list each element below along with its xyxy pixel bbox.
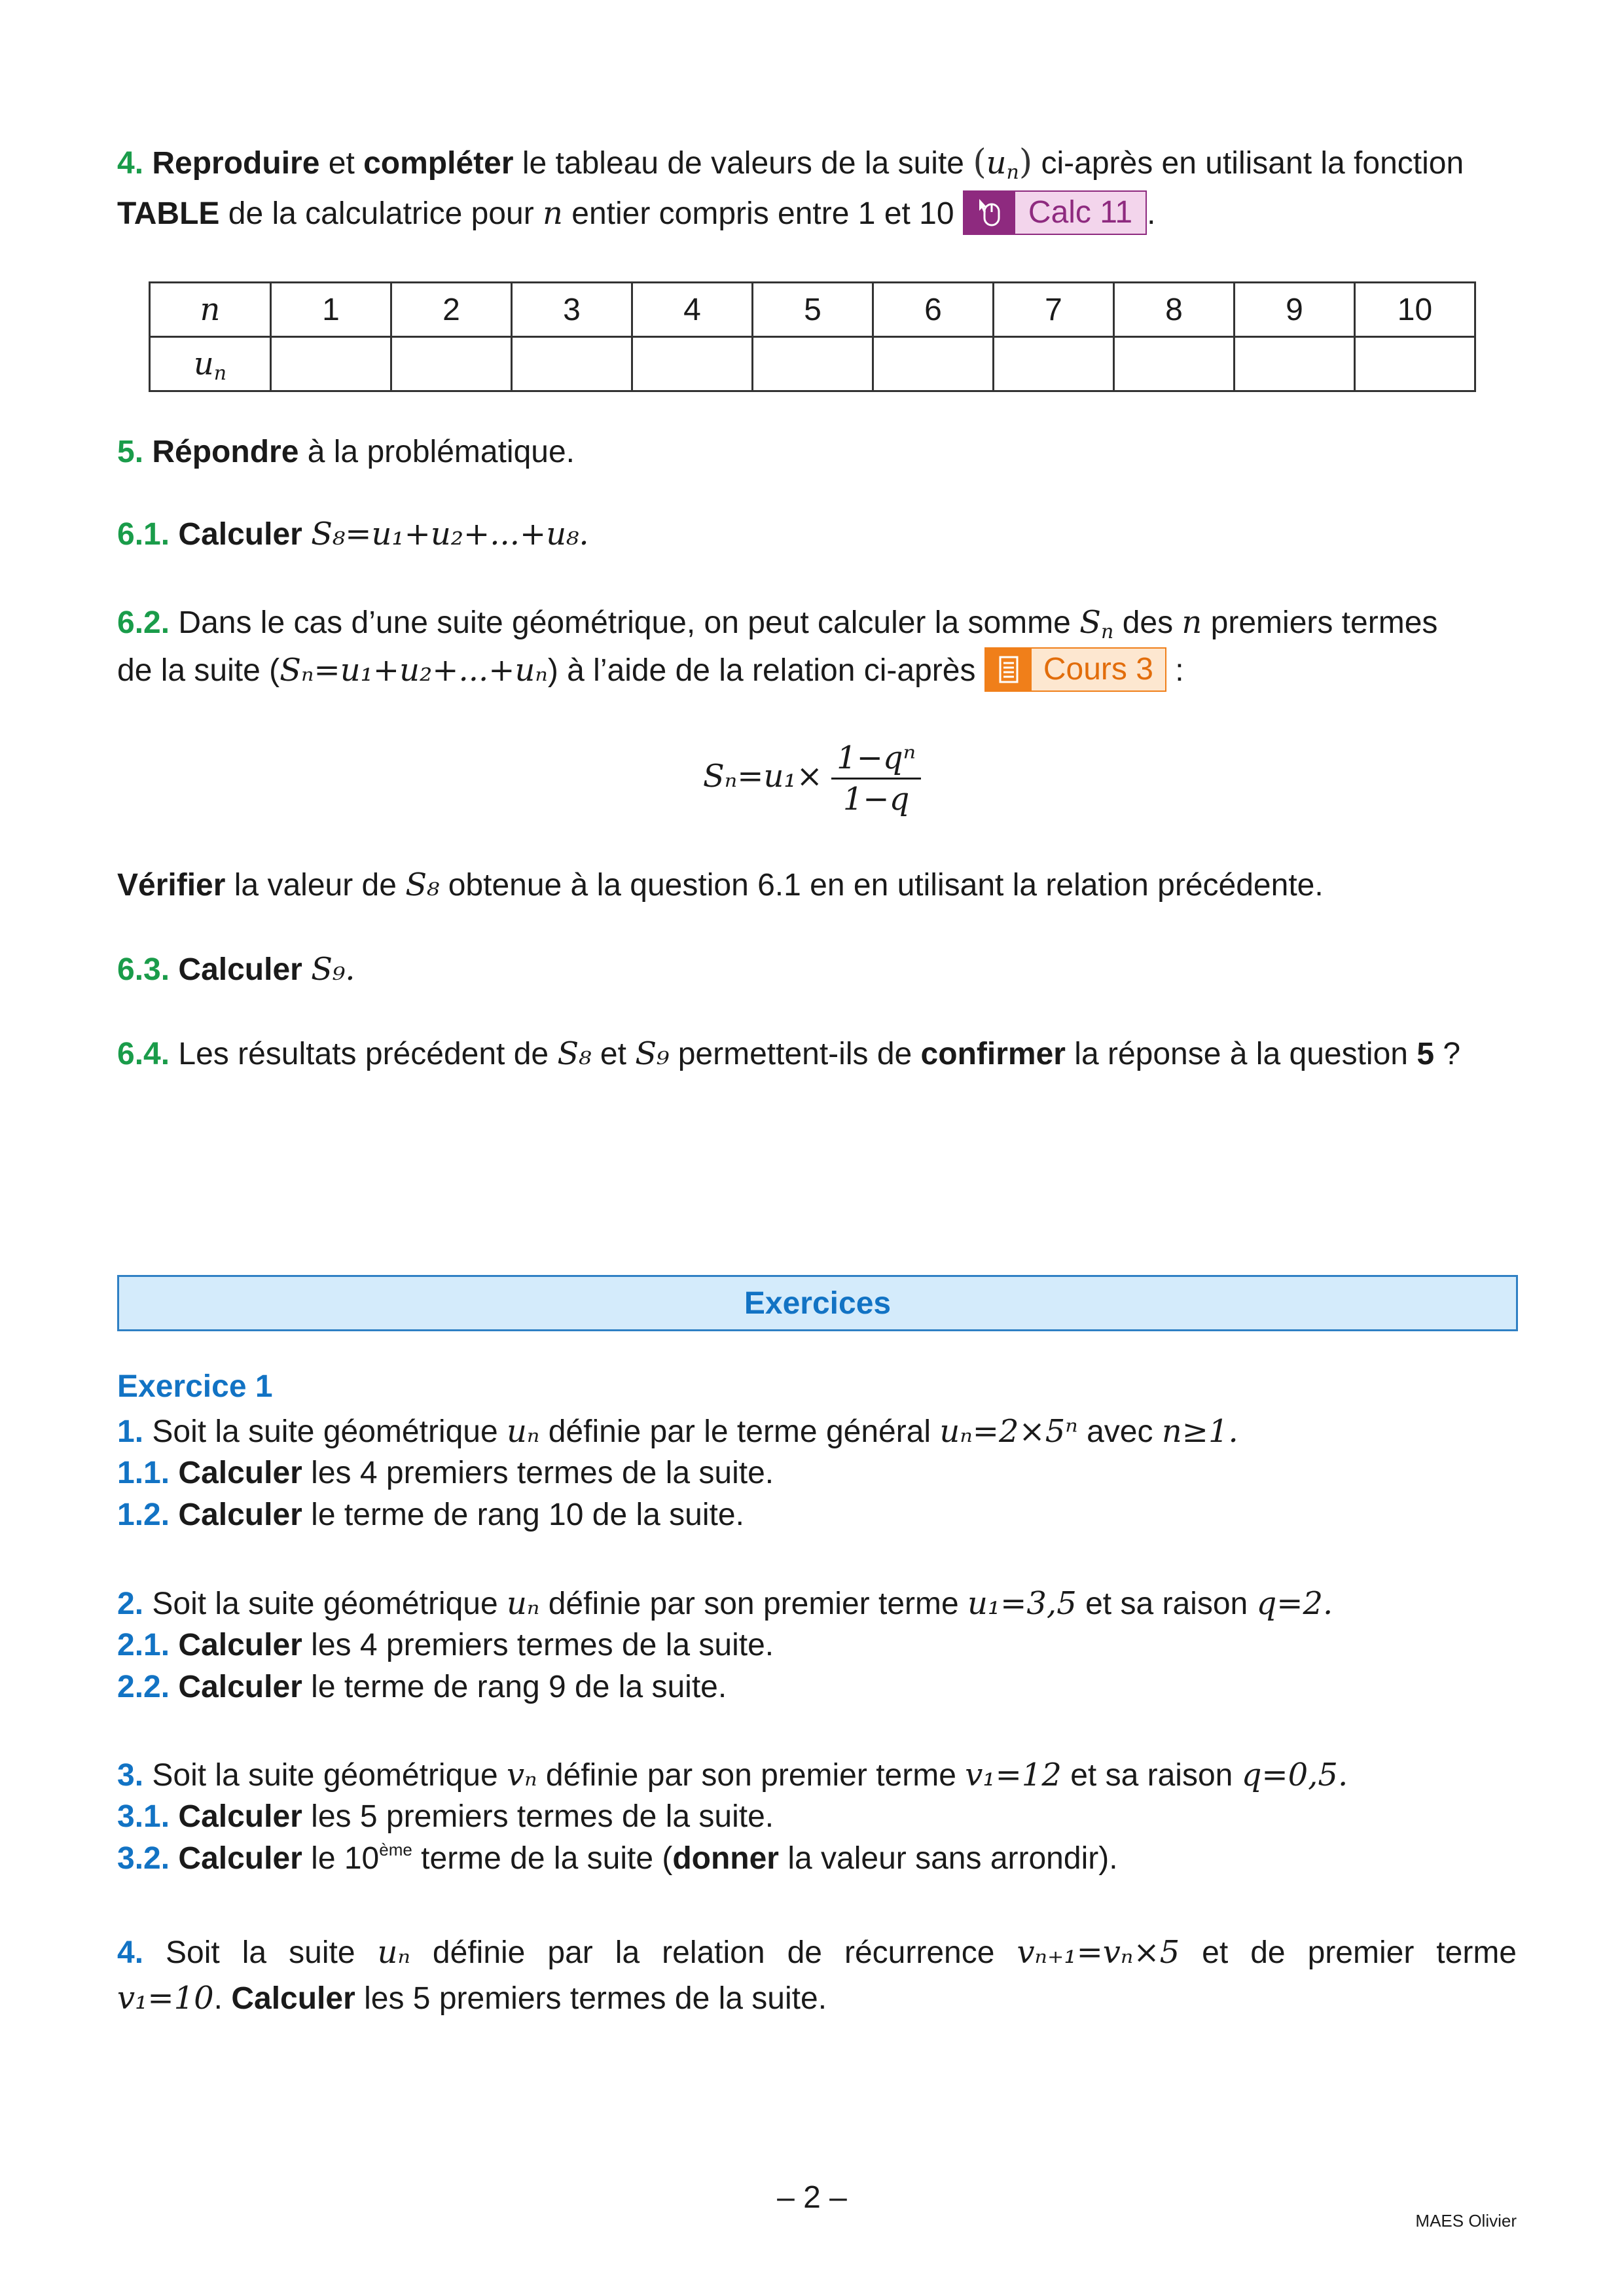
keyword: Calculer [178, 1628, 302, 1662]
question-number: 4. [117, 146, 144, 181]
text: définie par le terme général [539, 1414, 940, 1449]
fraction-denominator: 1−q [842, 781, 910, 817]
text: de la suite ( [117, 653, 280, 688]
text: la valeur sans arrondir). [778, 1841, 1118, 1876]
text: Soit la suite géométrique [143, 1758, 507, 1793]
text: Les résultats précédent de [170, 1037, 558, 1071]
text: les 5 premiers termes de la suite. [302, 1799, 774, 1834]
text: permettent-ils de [669, 1037, 921, 1071]
table-cell: 1 [271, 283, 391, 337]
text: entier compris entre 1 et 10 [562, 196, 963, 231]
text: les 4 premiers termes de la suite. [302, 1456, 774, 1490]
table-cell: 2 [391, 283, 512, 337]
ex1-item-1-2 [117, 1494, 1517, 1536]
table-cell-empty[interactable] [632, 337, 753, 391]
question-6-3 [117, 946, 1517, 994]
exercise-title: Exercice 1 [117, 1369, 273, 1404]
keyword: Calculer [178, 1456, 302, 1490]
keyword: Calculer [178, 1498, 302, 1532]
math-sub: n [1006, 161, 1019, 184]
item-number: 3.1. [117, 1799, 170, 1834]
math-formula: S₉. [311, 951, 355, 988]
math-seq: uₙ [377, 1934, 410, 1971]
ex1-item-3-1 [117, 1796, 1517, 1838]
superscript: ème [379, 1840, 412, 1859]
table-cell-empty[interactable] [512, 337, 632, 391]
math-S8: S₈ [557, 1035, 592, 1072]
text: obtenue à la question 6.1 en en utilisant la relation précédente. [439, 868, 1324, 903]
text: la valeur de [225, 868, 406, 903]
text: avec [1077, 1414, 1162, 1449]
keyword: donner [672, 1841, 779, 1876]
item-number: 1.2. [117, 1498, 170, 1532]
ex1-item-1-1 [117, 1452, 1517, 1494]
math-seq: u [193, 346, 214, 382]
table-cell: 7 [994, 283, 1114, 337]
keyword: 5 [1416, 1037, 1435, 1071]
question-4 [117, 139, 1517, 187]
text: définie par son premier terme [537, 1758, 965, 1793]
page-number: – 2 – [777, 2180, 847, 2215]
text: terme de la suite ( [412, 1841, 673, 1876]
text: à la problématique. [298, 435, 575, 469]
text: le tableau de valeurs de la suite [513, 146, 973, 181]
question-6-1 [117, 511, 1517, 558]
calc-badge[interactable] [963, 190, 1147, 235]
text: et sa raison [1076, 1587, 1257, 1621]
table-header-n: n [150, 283, 271, 337]
text: : [1166, 653, 1184, 688]
math-formula: q=2. [1256, 1585, 1333, 1622]
exercises-banner: Exercices [117, 1275, 1518, 1331]
math-formula: v₁=12 [965, 1757, 1062, 1793]
cours-label: Cours 3 [1032, 649, 1165, 691]
question-number: 6.4. [117, 1037, 170, 1071]
item-number: 3.2. [117, 1841, 170, 1876]
math-formula: u₁=3,5 [967, 1585, 1077, 1622]
ex1-item-1 [117, 1410, 1517, 1453]
table-cell-empty[interactable] [271, 337, 391, 391]
keyword: Calculer [178, 952, 302, 987]
text: les 5 premiers termes de la suite. [355, 1981, 827, 2016]
math-formula: uₙ=2×5ⁿ [939, 1413, 1078, 1450]
question-6-2-line2 [117, 647, 1517, 694]
calc-label: Calc 11 [1015, 192, 1146, 234]
equation-fraction [831, 738, 921, 819]
keyword: Calculer [178, 517, 302, 552]
math-var: n [543, 195, 563, 232]
table-cell: 6 [873, 283, 994, 337]
keyword: Calculer [178, 1670, 302, 1704]
equation-left: Sₙ=u₁× [702, 758, 823, 795]
keyword: Calculer [178, 1841, 302, 1876]
math-sub: n [1101, 620, 1114, 643]
math-S8: S₈ [405, 867, 440, 903]
table-cell-empty[interactable] [994, 337, 1114, 391]
paren: ) [1019, 143, 1033, 182]
text: et sa raison [1061, 1758, 1242, 1793]
item-number: 3. [117, 1758, 144, 1793]
text: le terme de rang 10 de la suite. [302, 1498, 744, 1532]
keyword: Calculer [231, 1981, 355, 2016]
ex1-item-2-1 [117, 1624, 1517, 1666]
keyword: Vérifier [117, 868, 226, 903]
table-header-un [150, 337, 271, 391]
math-formula: v₁=10 [117, 1980, 214, 2017]
document-icon [986, 649, 1032, 691]
text: . [213, 1981, 232, 2016]
text: le terme de rang 9 de la suite. [302, 1670, 727, 1704]
mouse-pointer-icon [964, 192, 1015, 234]
text: définie par son premier terme [539, 1587, 968, 1621]
item-number: 1. [117, 1414, 144, 1449]
table-cell-empty[interactable] [391, 337, 512, 391]
math-seq: uₙ [507, 1413, 540, 1450]
text: et [591, 1037, 636, 1071]
keyword: Répondre [152, 435, 299, 469]
keyword: confirmer [920, 1037, 1066, 1071]
text: Soit la suite géométrique [143, 1414, 507, 1449]
table-row [150, 283, 1475, 337]
question-number: 6.1. [117, 517, 170, 552]
table-cell: 9 [1235, 283, 1355, 337]
question-number: 5. [117, 435, 144, 469]
text: définie par la relation de récurrence [410, 1935, 1017, 1970]
text: le 10 [302, 1841, 380, 1876]
math-sub: n [213, 362, 227, 385]
text: ) à l’aide de la relation ci-après [547, 653, 984, 688]
table-cell-empty[interactable] [1114, 337, 1235, 391]
fraction-numerator: 1−qⁿ [831, 738, 921, 780]
table-cell: 10 [1355, 283, 1475, 337]
keyword: Calculer [178, 1799, 302, 1834]
item-number: 2.1. [117, 1628, 170, 1662]
table-cell: 4 [632, 283, 753, 337]
question-4-line2 [117, 190, 1517, 238]
table-row [150, 337, 1475, 391]
text: . [1147, 196, 1156, 231]
ex1-item-2 [117, 1583, 1517, 1625]
math-seq: vₙ [507, 1757, 537, 1793]
math-formula: q=0,5. [1241, 1757, 1348, 1793]
keyword: compléter [363, 146, 514, 181]
table-cell-empty[interactable] [753, 337, 873, 391]
math-seq: u [986, 145, 1007, 181]
author: MAES Olivier [1415, 2211, 1517, 2231]
question-5 [117, 429, 1517, 476]
item-number: 4. [117, 1935, 144, 1970]
math-formula: S₈=u₁+u₂+...+u₈. [311, 516, 589, 552]
text: Dans le cas d’une suite géométrique, on peut calculer la somme [170, 605, 1080, 640]
table-cell: 5 [753, 283, 873, 337]
math-S9: S₉ [635, 1035, 670, 1072]
table-cell: 8 [1114, 283, 1235, 337]
ex1-item-4-line2 [117, 1975, 1517, 2022]
verify-line [117, 861, 1517, 909]
ex1-item-4 [117, 1929, 1517, 1976]
question-number: 6.2. [117, 605, 170, 640]
text: et [319, 146, 364, 181]
keyword: TABLE [117, 196, 220, 231]
question-6-4 [117, 1030, 1517, 1078]
math-formula: n≥1. [1161, 1413, 1238, 1450]
math-S: S [1079, 604, 1102, 641]
table-cell-empty[interactable] [1235, 337, 1355, 391]
keyword: Reproduire [152, 146, 320, 181]
text: ? [1434, 1037, 1461, 1071]
table-cell: 3 [512, 283, 632, 337]
text: Soit la suite [143, 1935, 378, 1970]
text: les 4 premiers termes de la suite. [302, 1628, 774, 1662]
item-number: 1.1. [117, 1456, 170, 1490]
ex1-item-3-2 [117, 1838, 1517, 1880]
math-seq: uₙ [507, 1585, 540, 1622]
ex1-item-2-2 [117, 1666, 1517, 1708]
cours-badge[interactable] [984, 647, 1166, 692]
question-6-2 [117, 599, 1517, 647]
math-var: n [1182, 604, 1202, 641]
text: la réponse à la question [1065, 1037, 1417, 1071]
ex1-item-3 [117, 1754, 1517, 1797]
sum-equation [0, 738, 1624, 819]
exercise-1-title [117, 1363, 1517, 1410]
text: et de premier terme [1180, 1935, 1517, 1970]
text: des [1113, 605, 1182, 640]
text: premiers termes [1202, 605, 1438, 640]
math-formula: vₙ₊₁=vₙ×5 [1017, 1934, 1180, 1971]
values-table [149, 281, 1476, 392]
paren: ( [973, 143, 986, 182]
item-number: 2.2. [117, 1670, 170, 1704]
text: Soit la suite géométrique [143, 1587, 507, 1621]
table-cell-empty[interactable] [1355, 337, 1475, 391]
text: ci-après en utilisant la fonction [1032, 146, 1464, 181]
table-cell-empty[interactable] [873, 337, 994, 391]
item-number: 2. [117, 1587, 144, 1621]
question-number: 6.3. [117, 952, 170, 987]
text: de la calculatrice pour [219, 196, 543, 231]
math-formula: Sₙ=u₁+u₂+...+uₙ [280, 652, 548, 689]
